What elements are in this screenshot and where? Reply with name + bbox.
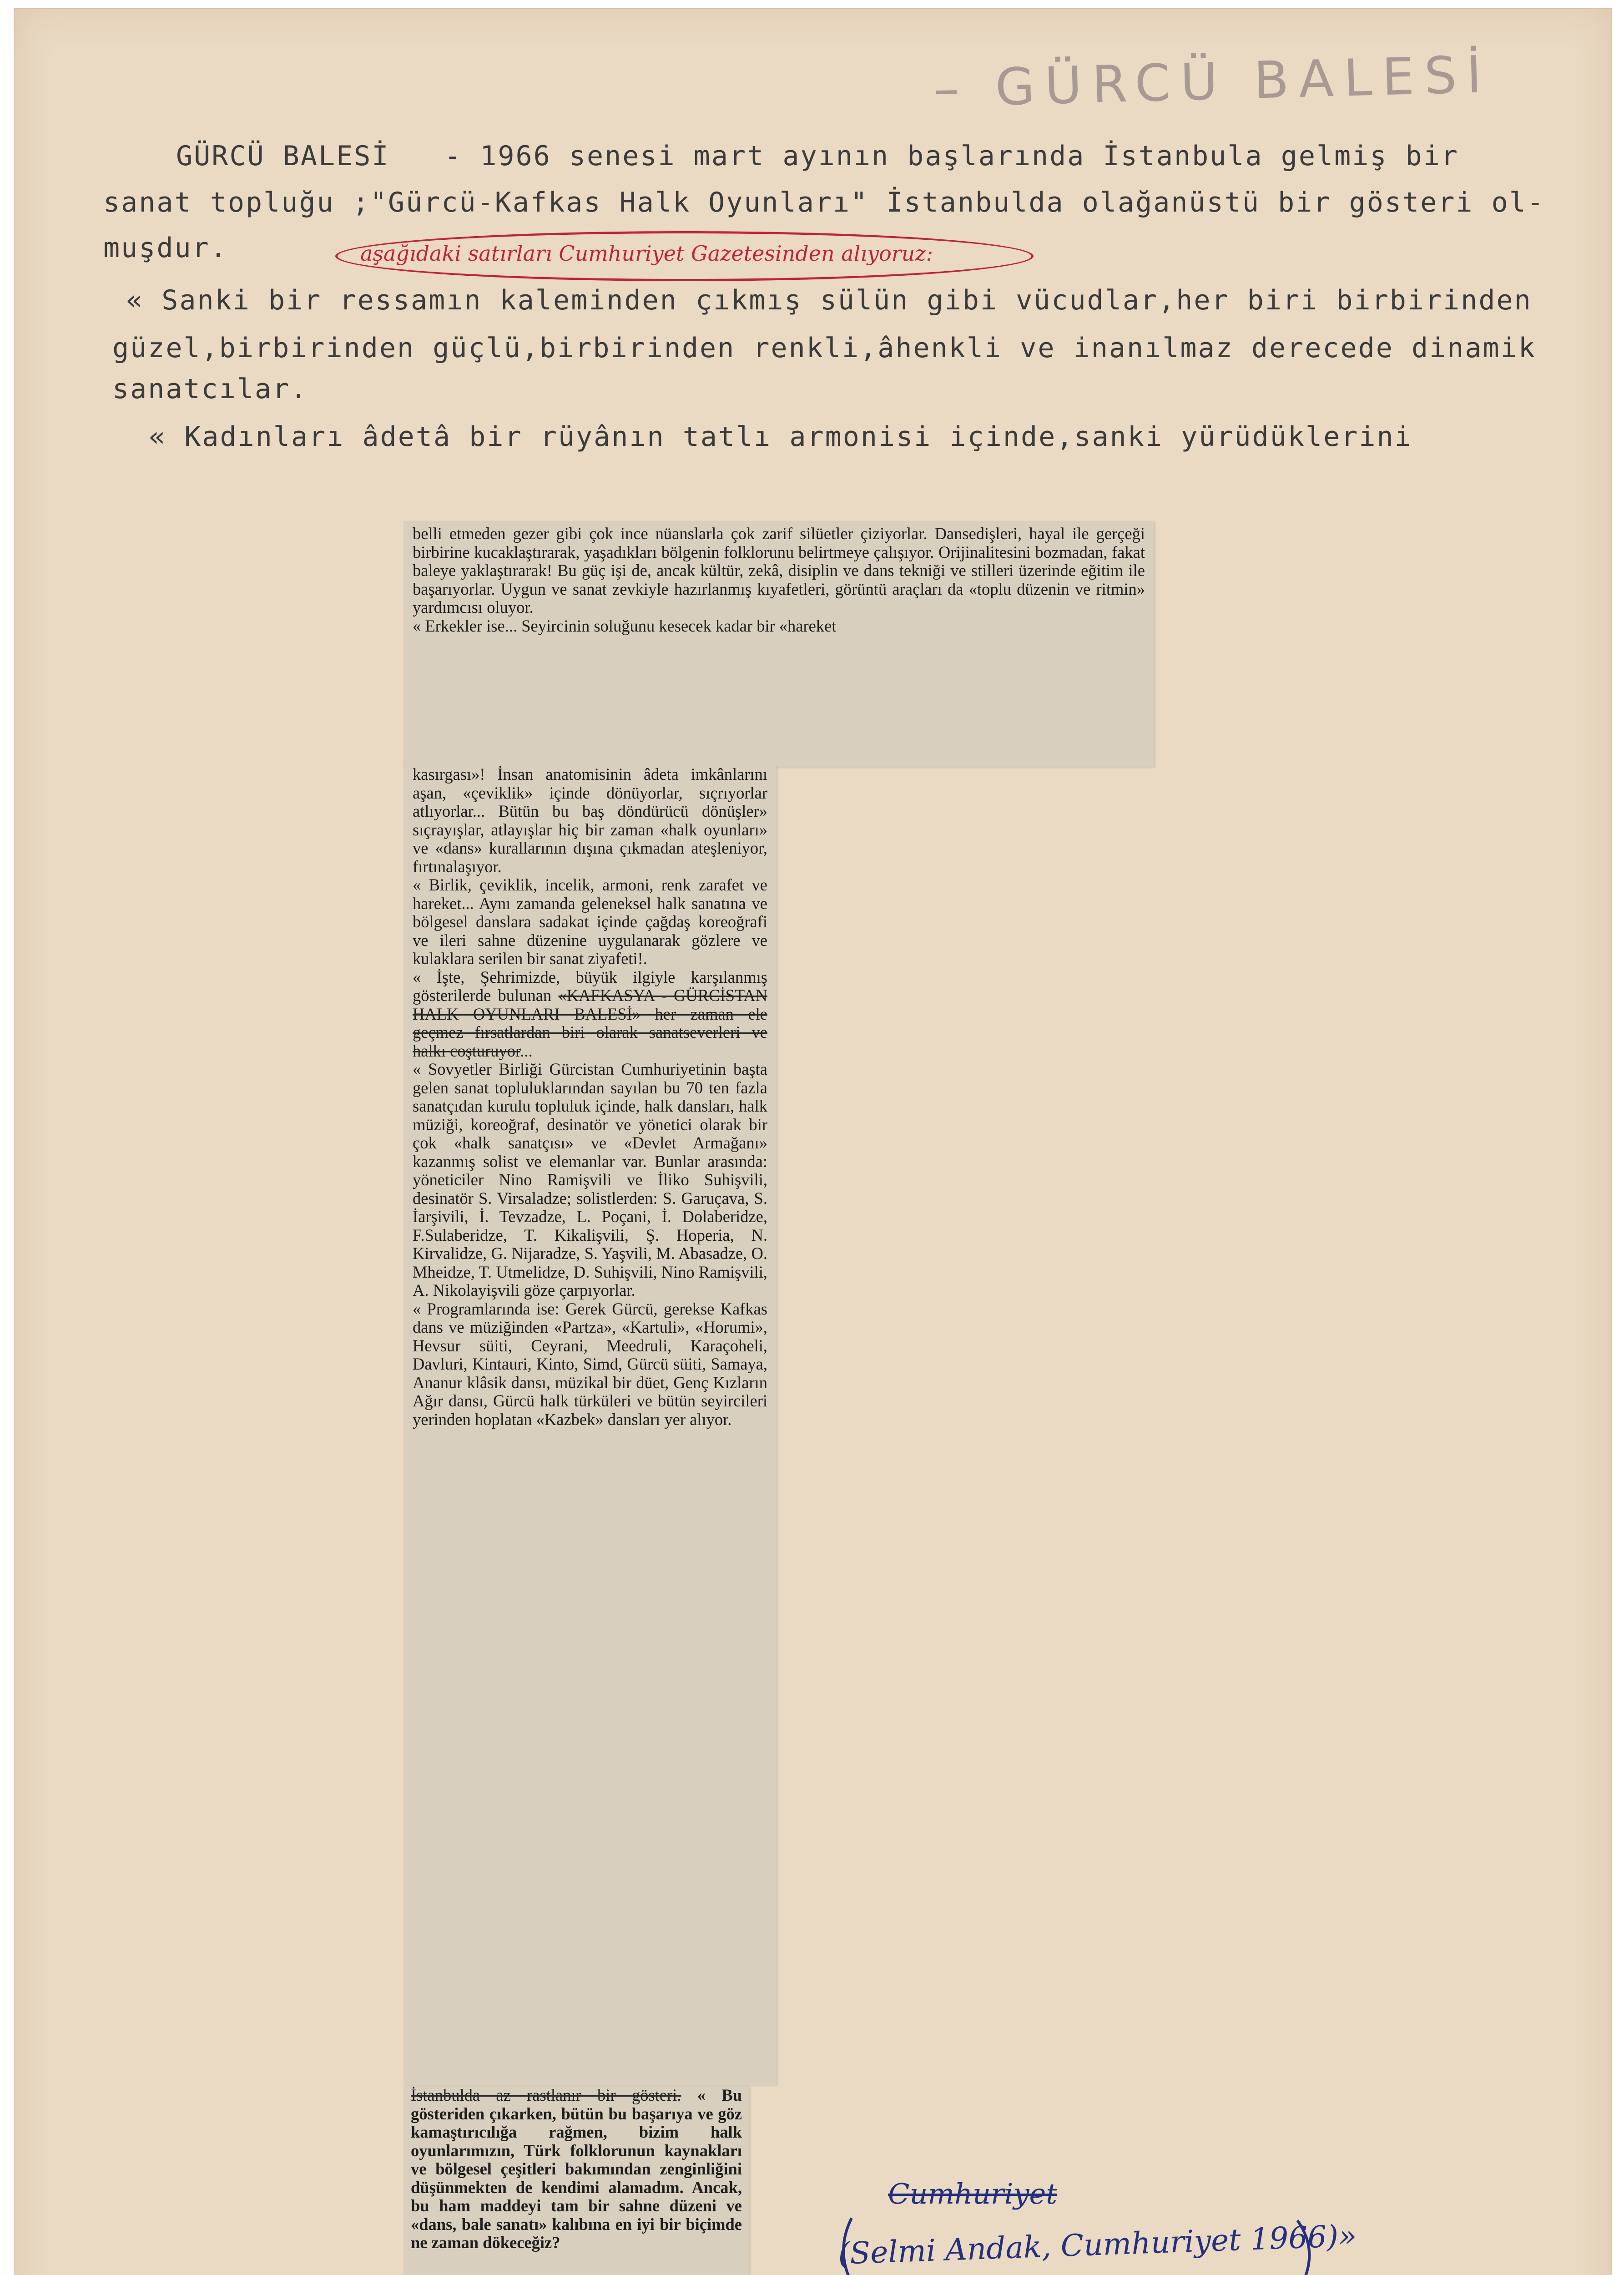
typed-line-6: sanatcılar. [112, 373, 308, 405]
clipping-erkekler-start: « Erkekler ise... Seyircinin soluğunu kesecek kadar bir «hareket [413, 616, 837, 635]
clipping-birlik: « Birlik, çeviklik, incelik, armoni, renk zarafet ve hareket... Aynı zamanda geleneksel halk sanatına ve bölgesel danslara sadakat içinde çağdaş koreoğrafi ve ileri sahne düzenine uygulanarak gözlere ve kulaklara serilen bir sanat ziyafeti!. [413, 875, 767, 968]
typed-line-4: « Sanki bir ressamın kaleminden çıkmış sülün gibi vücudlar,her biri birbirinden [126, 284, 1532, 316]
clipping-iste-end: ... [520, 1041, 533, 1060]
typed-line-1: - 1966 senesi mart ayının başlarında İstanbula gelmiş bir [444, 140, 1459, 172]
clipping-bottom [403, 2086, 749, 2275]
pencil-heading: – GÜRCÜ BALESİ [933, 45, 1493, 119]
clipping-erkekler-rest: kasırgası»! İnsan anatomisinin âdeta imkânlarını aşan, «çeviklik» içinde dönüyorlar, sıçrıyorlar atlıyorlar... Bütün bu baş döndürücü dönüşler» sıçrayışlar, atlayışlar hiç bir zaman «halk oyunları» ve «dans» kurallarının dışına çıkmadan ateşleniyor, fırtınalaşıyor. [413, 765, 767, 876]
typed-title: GÜRCÜ BALESİ [176, 140, 390, 172]
typed-line-2: sanat topluğu ;"Gürcü-Kafkas Halk Oyunları" İstanbulda olağanüstü bir gösteri ol- [103, 187, 1545, 218]
clipping-top-wide [403, 521, 1154, 767]
clipping-narrow-column [403, 765, 777, 2085]
typed-line-3: muşdur. [103, 232, 228, 264]
red-handwritten-note: aşağıdaki satırları Cumhuriyet Gazetesinden alıyoruz: [360, 241, 933, 266]
clipping-iste: « İşte, Şehrimizde, büyük ilgiyle karşılanmış gösterilerde bulunan [413, 967, 767, 1005]
paper-sheet [14, 8, 1612, 2275]
clipping-sovyet: « Sovyetler Birliği Gürcistan Cumhuriyetinin başta gelen sanat topluluklarından sayılan bu 70 ten fazla sanatçıdan kurulu topluluk içinde, halk dansları, halk müziği, koreoğraf, desinatör ve yönetici olarak bir çok «halk sanatçısı» ve «Devlet Armağanı» kazanmış solist ve elemanlar var. Bunlar arasında: yöneticiler Nino Ramişvili ve İliko Suhişvili, desinatör S. Virsaladze; solistlerden: S. Garuçava, S. İarşivili, İ. Tevzadze, L. Poçani, İ. Dolaberidze, F.Sulaberidze, T. Kikalişvili, Ş. Hoperia, N. Kirvalidze, G. Nijaradze, S. Yaşvili, M. Abasadze, O. Mheidze, T. Utmelidze, D. Suhişvili, Nino Ramişvili, A. Nikolayişvili göze çarpıyorlar. [413, 1060, 767, 1299]
clipping-istanbul-struck: İstanbulda az rastlanır bir gösteri. [411, 2086, 681, 2104]
clipping-top-paragraph: belli etmeden gezer gibi çok ince nüanslarla çok zarif silüetler çiziyorlar. Dansedişleri, hayal ile gerçeği birbirine kucaklaştırarak, yaşadıkları bölgenin folklorunu belirtmeye çalışıyor. Orijinalitesini bozmadan, fakat baleye yaklaştırarak! Bu güç işi de, ancak kültür, zekâ, disiplin ve dans tekniği ve stilleri üzerinde eğitim ile başarıyorlar. Uygun ve sanat zevkiyle hazırlanmış kıyafetleri, görüntü araçları da «toplu düzenin ve ritmin» yardımcısı oluyor. [413, 524, 1145, 617]
struck-handwriting-top: Cumhuriyet [888, 2177, 1058, 2210]
citation-handwriting: (Selmi Andak, Cumhuriyet 1966)» [837, 2218, 1357, 2271]
typed-line-5: güzel,birbirinden güçlü,birbirinden renkli,âhenkli ve inanılmaz derecede dinamik [112, 332, 1536, 364]
clipping-final: « Bu gösteriden çıkarken, bütün bu başarıya ve göz kamaştırıcılığa rağmen, bizim halk oyunlarımızın, Türk folklorunun kaynakları ve bölgesel çeşitleri bakımından zenginliğini düşünmekten de kendimi alamadım. Ancak, bu ham maddeyi tam bir sahne düzeni ve «dans, bale sanatı» kalıbına en iyi bir biçimde ne zaman dökeceğiz? [411, 2086, 742, 2252]
clipping-program: « Programlarında ise: Gerek Gürcü, gerekse Kafkas dans ve müziğinden «Partza», «Kartuli», «Horumi», Hevsur süiti, Ceyrani, Meedruli, Karaçoheli, Davluri, Kintauri, Kinto, Simd, Gürcü süiti, Samaya, Ananur klâsik dansı, müzikal bir düet, Genç Kızların Ağır dansı, Gürcü halk türküleri ve bütün seyircileri yerinden hoplatan «Kazbek» dansları yer alıyor. [413, 1299, 767, 1429]
typed-line-7: « Kadınları âdetâ bir rüyânın tatlı armonisi içinde,sanki yürüdüklerini [149, 421, 1412, 453]
clipping-iste-struck: «KAFKASYA - GÜRCİSTAN HALK OYUNLARI BALESİ» her zaman ele geçmez fırsatlardan biri olarak sanatseverleri ve halkı coşturuyor [413, 986, 767, 1060]
